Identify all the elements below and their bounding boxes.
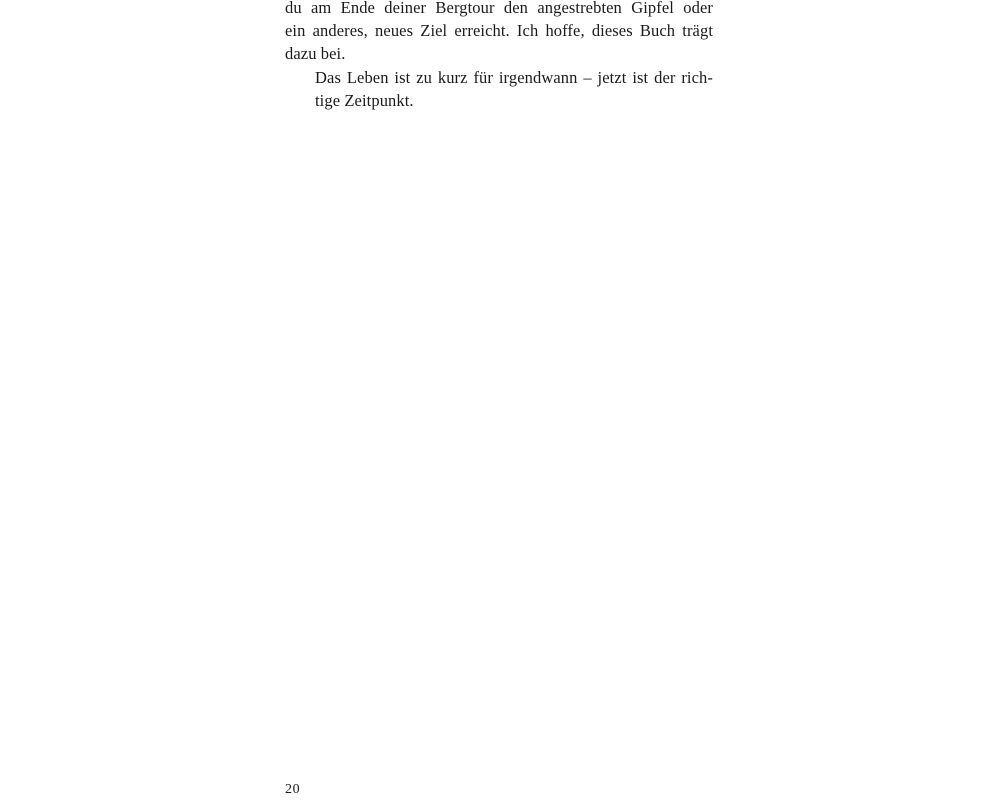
paragraph-continued xyxy=(285,0,713,66)
text-line: dazu bei. xyxy=(285,44,346,64)
paragraph-closing xyxy=(285,66,713,112)
body-text-block xyxy=(285,0,713,112)
text-line: tige Zeitpunkt. xyxy=(315,90,414,110)
text-line: ein anderes, neues Ziel erreicht. Ich hoffe, dieses Buch trägt xyxy=(285,21,713,41)
text-line: du am Ende deiner Bergtour den angestrebten Gipfel oder xyxy=(285,0,713,17)
page-number: 20 xyxy=(285,782,301,797)
text-line: Das Leben ist zu kurz für irgendwann – jetzt ist der rich- xyxy=(315,67,713,87)
